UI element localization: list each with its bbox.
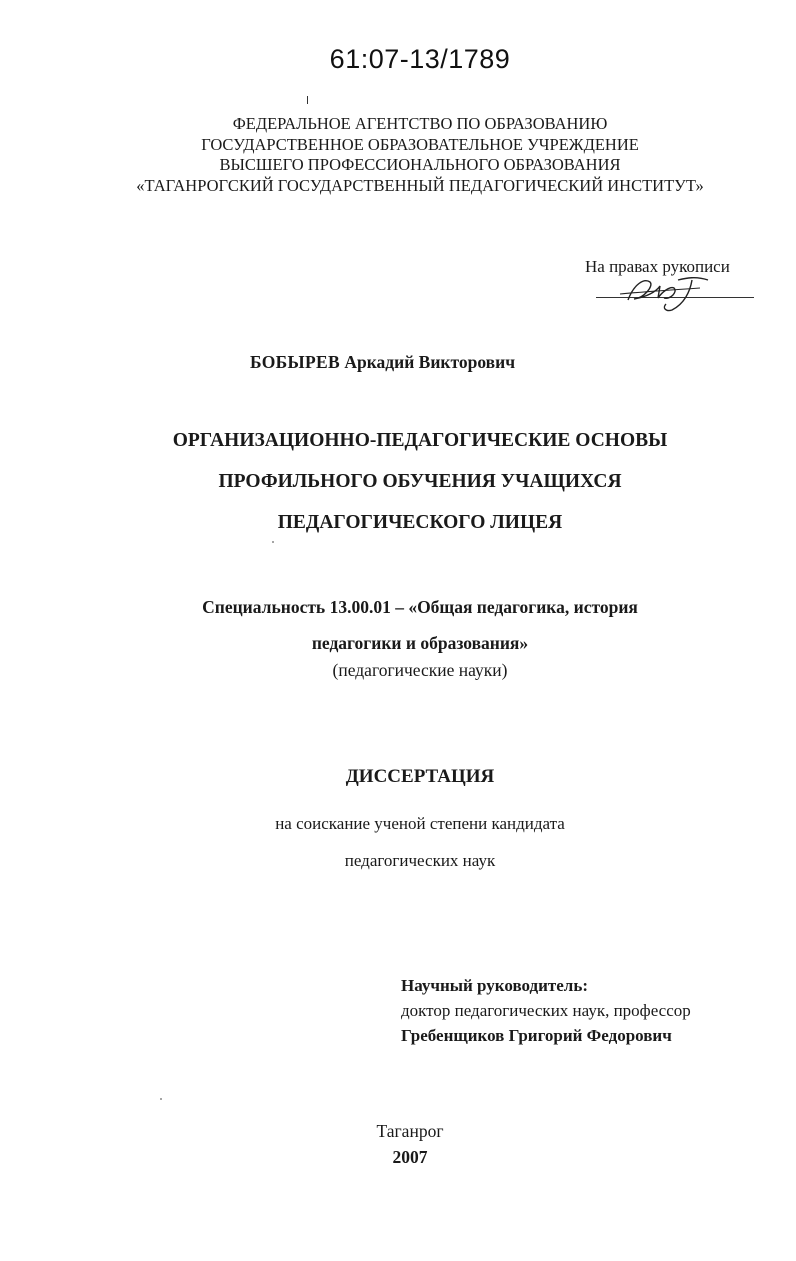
specialty-line: педагогики и образования» [311, 633, 529, 653]
degree-line: педагогических наук [344, 851, 496, 870]
author-name [250, 352, 515, 373]
handwritten-signature [600, 262, 720, 322]
title-line: ПРОФИЛЬНОГО ОБУЧЕНИЯ УЧАЩИХСЯ [218, 471, 622, 492]
scan-speck [272, 541, 274, 543]
author-surname: БОБЫРЕВ [250, 352, 340, 372]
agency-line: ФЕДЕРАЛЬНОЕ АГЕНТСТВО ПО ОБРАЗОВАНИЮ [232, 114, 608, 133]
agency-header [100, 114, 740, 196]
specialty-line: Специальность 13.00.01 – «Общая педагогика, история [202, 597, 638, 617]
agency-line: «ТАГАНРОГСКИЙ ГОСУДАРСТВЕННЫЙ ПЕДАГОГИЧЕСКИЙ ИНСТИТУТ» [136, 175, 704, 195]
supervisor-credentials: доктор педагогических наук, профессор [401, 1001, 691, 1020]
place-and-year [300, 1118, 520, 1170]
degree-line: на соискание ученой степени кандидата [275, 814, 565, 833]
agency-line: ВЫСШЕГО ПРОФЕССИОНАЛЬНОГО ОБРАЗОВАНИЯ [219, 155, 621, 174]
degree [100, 805, 740, 879]
agency-line: ГОСУДАРСТВЕННОЕ ОБРАЗОВАТЕЛЬНОЕ УЧРЕЖДЕНИЕ [201, 134, 639, 154]
manuscript-rights: На правах рукописи [585, 257, 730, 276]
registry-code: 61:07-13/1789 [329, 44, 511, 74]
scan-speck [160, 1098, 162, 1100]
title-line: ПЕДАГОГИЧЕСКОГО ЛИЦЕЯ [277, 512, 563, 533]
document-type: ДИССЕРТАЦИЯ [345, 766, 495, 787]
city: Таганрог [376, 1121, 444, 1141]
dissertation-title [100, 420, 740, 543]
supervisor-name: Гребенщиков Григорий Федорович [401, 1026, 672, 1045]
author-given-names: Аркадий Викторович [344, 352, 516, 372]
science-field: (педагогические науки) [332, 660, 508, 680]
title-line: ОРГАНИЗАЦИОННО-ПЕДАГОГИЧЕСКИЕ ОСНОВЫ [172, 430, 668, 451]
supervisor-label: Научный руководитель: [401, 976, 588, 995]
scan-mark [307, 96, 308, 104]
specialty [100, 589, 740, 661]
supervisor-block [401, 973, 691, 1048]
year: 2007 [392, 1147, 428, 1167]
